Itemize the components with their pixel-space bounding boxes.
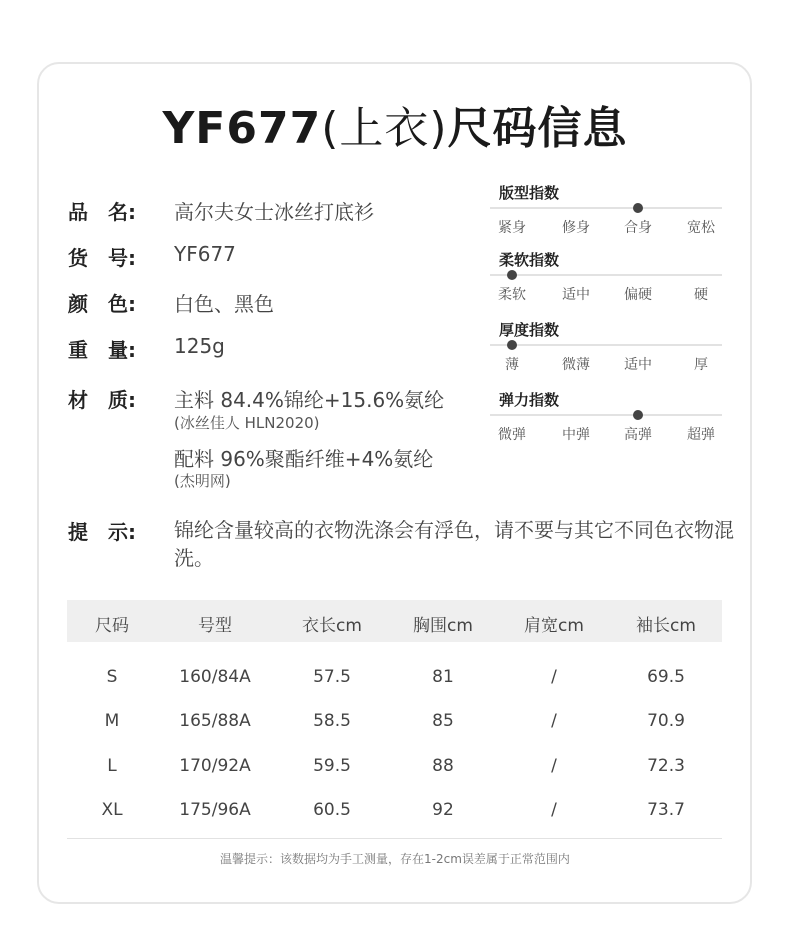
color-label: 颜 色: <box>68 292 136 316</box>
index-track <box>490 274 722 276</box>
table-cell: 85 <box>432 711 454 731</box>
table-header-cell: 袖长cm <box>636 616 696 636</box>
index-track <box>490 207 722 209</box>
tip-text: 锦纶含量较高的衣物洗涤会有浮色，请不要与其它不同色衣物混洗。 <box>174 518 734 570</box>
table-cell: 73.7 <box>647 800 685 820</box>
index-track <box>490 344 722 346</box>
index-option-label: 微弹 <box>498 427 526 443</box>
table-cell: 60.5 <box>313 800 351 820</box>
table-cell: S <box>106 667 118 687</box>
index-option-label: 硬 <box>694 287 708 303</box>
page-title <box>0 92 790 156</box>
material-main-source: (冰丝佳人 HLN2020) <box>174 414 320 432</box>
index-option-label: 合身 <box>624 220 652 236</box>
table-cell: XL <box>101 800 123 820</box>
table-cell: 165/88A <box>179 711 251 731</box>
table-cell: 70.9 <box>647 711 685 731</box>
index-option-label: 微薄 <box>562 357 590 373</box>
index-option-label: 宽松 <box>687 220 715 236</box>
table-cell: 57.5 <box>313 667 351 687</box>
material-main: 主料 84.4%锦纶+15.6%氨纶 <box>174 388 445 412</box>
table-cell: L <box>107 756 117 776</box>
index-option-label: 超弹 <box>687 427 715 443</box>
table-header-cell: 胸围cm <box>413 616 473 636</box>
code-value: YF677 <box>174 242 236 266</box>
table-header-cell: 肩宽cm <box>524 616 584 636</box>
name-value: 高尔夫女士冰丝打底衫 <box>174 200 374 224</box>
table-cell: / <box>551 667 557 687</box>
table-cell: 160/84A <box>179 667 251 687</box>
table-cell: / <box>551 756 557 776</box>
table-cell: 81 <box>432 667 454 687</box>
material-sub: 配料 96%聚酯纤维+4%氨纶 <box>174 447 434 471</box>
index-option-label: 适中 <box>624 357 652 373</box>
table-cell: 170/92A <box>179 756 251 776</box>
index-option-label: 薄 <box>505 357 519 373</box>
index-title: 柔软指数 <box>499 251 560 269</box>
index-option-label: 高弹 <box>624 427 652 443</box>
index-option-label: 偏硬 <box>624 287 652 303</box>
table-header-cell: 衣长cm <box>302 616 362 636</box>
index-marker <box>633 410 643 420</box>
color-value: 白色、黑色 <box>174 292 274 316</box>
index-marker <box>507 340 517 350</box>
material-label: 材 质: <box>68 388 136 412</box>
weight-value: 125g <box>174 334 225 358</box>
index-title: 厚度指数 <box>499 321 560 339</box>
table-header-cell: 尺码 <box>95 616 129 636</box>
index-title: 版型指数 <box>499 184 560 202</box>
index-option-label: 厚 <box>694 357 708 373</box>
table-header-cell: 号型 <box>198 616 232 636</box>
index-marker <box>633 203 643 213</box>
table-cell: 175/96A <box>179 800 251 820</box>
table-cell: 58.5 <box>313 711 351 731</box>
table-cell: 59.5 <box>313 756 351 776</box>
title-code: YF677 <box>162 103 322 154</box>
measurement-note: 温馨提示：该数据均为手工测量，存在1-2cm误差属于正常范围内 <box>220 852 570 866</box>
weight-label: 重 量: <box>68 338 136 362</box>
table-cell: 69.5 <box>647 667 685 687</box>
table-cell: / <box>551 711 557 731</box>
index-option-label: 适中 <box>562 287 590 303</box>
table-cell: 88 <box>432 756 454 776</box>
tip-label: 提 示: <box>68 520 136 544</box>
index-title: 弹力指数 <box>499 391 560 409</box>
table-bottom-divider <box>67 838 722 839</box>
table-cell: M <box>104 711 120 731</box>
name-label: 品 名: <box>68 200 136 224</box>
material-sub-source: (杰明网) <box>174 472 231 490</box>
index-option-label: 紧身 <box>498 220 526 236</box>
index-marker <box>507 270 517 280</box>
size-table-header <box>67 600 722 642</box>
index-track <box>490 414 722 416</box>
table-cell: 92 <box>432 800 454 820</box>
title-suffix: 尺码信息 <box>447 103 628 154</box>
table-cell: 72.3 <box>647 756 685 776</box>
size-info-card <box>37 62 752 904</box>
index-option-label: 修身 <box>562 220 590 236</box>
index-option-label: 中弹 <box>562 427 590 443</box>
table-cell: / <box>551 800 557 820</box>
code-label: 货 号: <box>68 246 136 270</box>
title-paren: (上衣) <box>321 103 448 154</box>
index-option-label: 柔软 <box>498 287 526 303</box>
